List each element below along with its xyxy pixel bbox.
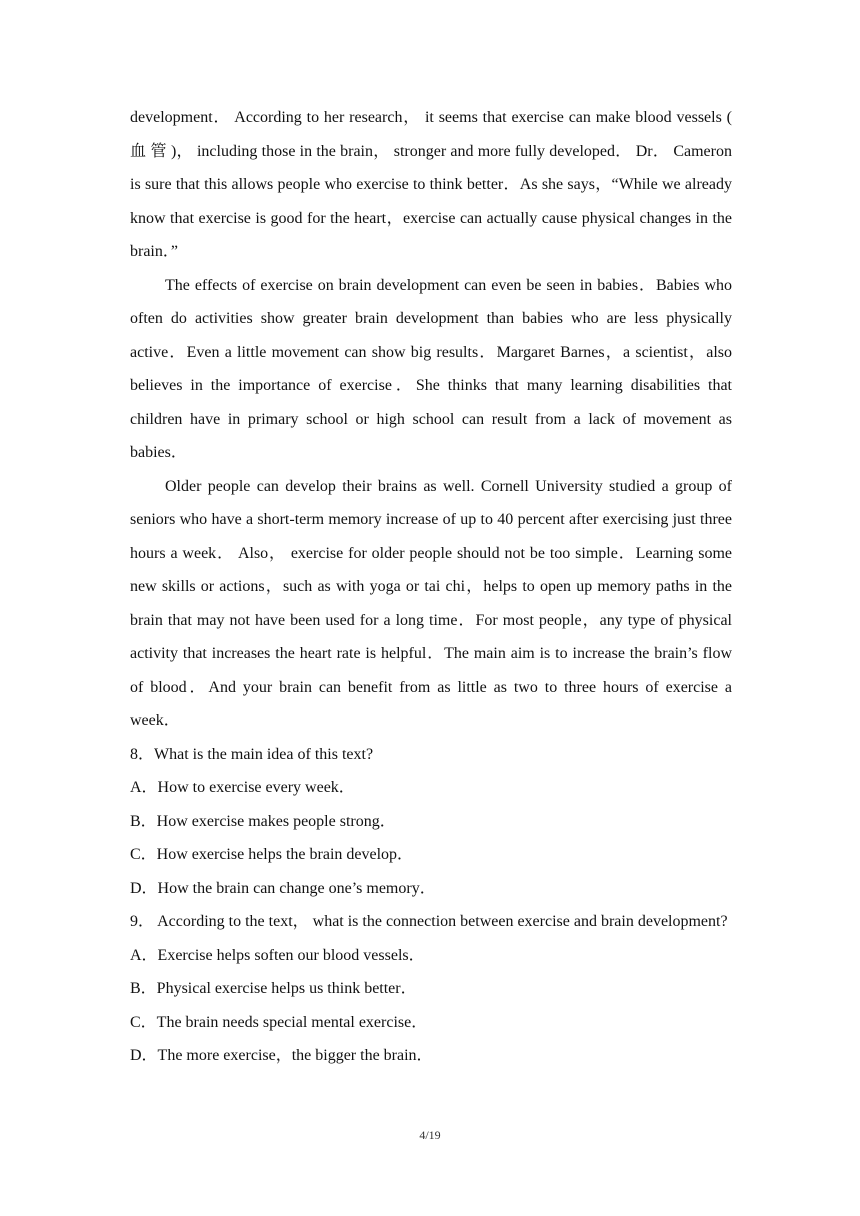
question-8-stem: 8．What is the main idea of this text? [130,745,374,763]
question-8 [130,738,732,906]
document-body [130,101,732,1073]
question-9-option-a: A．Exercise helps soften our blood vessels． [130,946,425,964]
question-8-option-d: D．How the brain can change one’s memory． [130,879,436,897]
question-9-option-c: C．The brain needs special mental exercise． [130,1013,428,1031]
question-9 [130,905,732,1073]
page-number: 4/19 [419,1128,441,1142]
question-8-option-b: B．How exercise makes people strong． [130,812,396,830]
passage-paragraph-3: Older people can develop their brains as well. Cornell University studied a group of seniors who have a short-term memory increase of up to 40 percent after exercising just three hours a week． Also， exercise for older people should not be too simple．Learning some new skills or actions，such as with yoga or tai chi，helps to open up memory paths in the brain that may not have been used for a long time．For most people，any type of physical activity that increases the heart rate is helpful．The main aim is to increase the brain’s flow of blood．And your brain can benefit from as little as two to three hours of exercise a week． [130,477,732,729]
question-9-stem: 9． According to the text， what is the connection between exercise and brain development? [130,913,728,930]
question-9-option-d: D．The more exercise，the bigger the brain． [130,1047,433,1064]
question-9-option-b: B．Physical exercise helps us think better． [130,980,417,997]
question-8-option-c: C．How exercise helps the brain develop． [130,846,414,863]
question-8-option-a: A．How to exercise every week． [130,779,355,796]
passage-paragraph-1: development． According to her research， it seems that exercise can make blood vessels ( 血 管 )， including those in the brain， stronger and more fully developed． Dr． Cameron is sure that this allows people who exercise to think better．As she says，“While we already know that exercise is good for the heart，exercise can actually cause physical changes in the brain．” [130,109,732,260]
passage-paragraph-2: The effects of exercise on brain development can even be seen in babies．Babies who often do activities show greater brain development than babies who are less physically active．Even a little movement can show big results．Margaret Barnes，a scientist，also believes in the importance of exercise．She thinks that many learning disabilities that children have in primary school or high school can result from a lack of movement as babies． [130,276,732,461]
